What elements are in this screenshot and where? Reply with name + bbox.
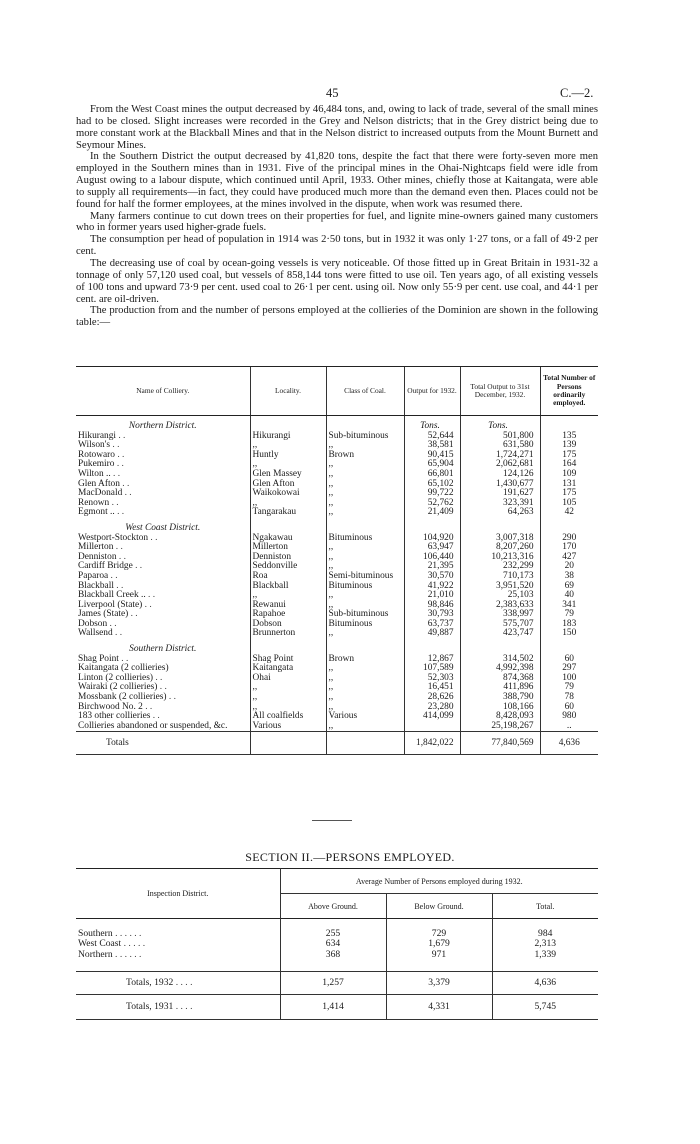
locality-cell: Various [250,722,326,732]
empty-cell [326,639,404,655]
leader-dots: . . [118,653,129,664]
locality-cell: Millerton [250,543,326,553]
colliery-name: Glen Afton [78,478,120,489]
empty-cell [326,416,404,432]
leader-dots: . . [142,599,152,610]
total-output-cell: 25,198,267 [460,722,540,732]
total-output-cell: 4,992,398 [460,664,540,674]
total-output-cell: 3,007,318 [460,534,540,544]
coal-class-cell: ,, [326,508,404,518]
table-row [76,629,598,639]
empty-cell [540,416,598,432]
empty-cell [404,518,460,534]
total-output-cell: 2,062,681 [460,460,540,470]
persons-cell: 139 [540,441,598,451]
coal-class-cell: ,, [326,693,404,703]
colliery-name: Denniston [78,551,117,562]
district-heading: West Coast District. [125,522,201,533]
locality-cell: ,, [250,703,326,713]
total-output-cell: 631,580 [460,441,540,451]
empty-cell [326,732,404,755]
coal-class-cell: ,, [326,460,404,470]
colliery-name: Egmont .. [78,507,115,518]
table-row: Southern . . . . . . 255 729 984 [76,929,598,939]
locality-cell: ,, [250,441,326,451]
table-row [76,722,598,732]
locality-cell: Roa [250,572,326,582]
persons-table [76,868,598,1020]
output-cell: 65,904 [404,460,460,470]
persons-cell: 109 [540,470,598,480]
locality-header: Locality. [250,367,326,416]
district-heading-row [76,639,598,655]
total-output-cell: 423,747 [460,629,540,639]
coal-class-cell: ,, [326,441,404,451]
leader-dots: . . [128,609,138,620]
colliery-name: Paparoa [78,570,109,581]
empty-cell [540,639,598,655]
coal-class-cell: ,, [326,601,404,611]
persons-cell: 105 [540,499,598,509]
document-reference: C.—2. [560,86,594,100]
persons-cell: 170 [540,543,598,553]
total-value: 984 [492,929,598,939]
locality-cell: Denniston [250,553,326,563]
colliery-name-cell [76,629,250,639]
output-cell: 52,303 [404,674,460,684]
coal-class-cell: ,, [326,562,404,572]
output-cell: 21,395 [404,562,460,572]
total-output-cell: 25,103 [460,591,540,601]
colliery-name: Wilton .. [78,468,111,479]
output-cell: 65,102 [404,480,460,490]
colliery-name: James (State) [78,609,129,620]
persons-cell: 980 [540,712,598,722]
persons-cell: 175 [540,489,598,499]
colliery-name: Hikurangi [78,430,117,441]
total-output-cell: 575,707 [460,620,540,630]
colliery-name: Liverpool (State) [78,599,143,610]
persons-cell: 42 [540,508,598,518]
empty-cell [460,518,540,534]
leader-dots: . . [116,551,126,562]
locality-cell: All coalfields [250,712,326,722]
colliery-name: Rotowaro [78,449,115,460]
total-output-cell: 10,213,316 [460,553,540,563]
leader-dots: . . [166,692,176,703]
persons-cell: 100 [540,674,598,684]
locality-cell: Brunnerton [250,629,326,639]
totals-label: Totals, 1931 [126,1001,174,1013]
total-output-cell: 323,391 [460,499,540,509]
district-heading: Northern District. [128,421,197,431]
empty-cell [250,518,326,534]
table-row: Northern . . . . . . 368 971 1,339 [76,950,598,960]
coal-class-header: Class of Coal. [326,367,404,416]
totals-1932-row: Totals, 1932 . . . . 1,257 3,379 4,636 [76,972,598,995]
locality-cell: Blackball [250,582,326,592]
page-number: 45 [326,86,339,100]
colliery-name: Renown [78,497,110,508]
empty-cell [540,518,598,534]
total-persons-value: 4,636 [540,732,598,755]
unit-label: Tons. [460,416,540,432]
locality-cell: Rapahoe [250,610,326,620]
output-cell: 52,644 [404,432,460,442]
total-output-cell: 64,263 [460,508,540,518]
output-cell [404,722,460,732]
coal-class-cell: Bituminous [326,534,404,544]
total-output-cell: 3,951,520 [460,582,540,592]
locality-cell: Kaitangata [250,664,326,674]
leader-dots: . . [107,618,117,629]
table-row [76,508,598,518]
persons-cell: 183 [540,620,598,630]
collieries-table-body [76,416,598,755]
leader-dots: . . [122,488,132,499]
total-header: Total. [492,894,598,919]
colliery-name: Millerton [78,542,114,553]
persons-cell: 150 [540,629,598,639]
total-value: 1,339 [492,950,598,960]
coal-class-cell: ,, [326,470,404,480]
leader-dots: . . [152,672,163,683]
leader-dots: . . [157,682,167,693]
coal-class-cell: ,, [326,591,404,601]
persons-cell: 79 [540,610,598,620]
collieries-table [76,366,598,755]
coal-class-cell: ,, [326,553,404,563]
leader-dots: . . [109,497,119,508]
coal-class-cell: ,, [326,499,404,509]
empty-cell [250,639,326,655]
output-cell: 414,099 [404,712,460,722]
above-value: 634 [280,939,386,949]
table-row: West Coast . . . . . 634 1,679 2,313 [76,939,598,949]
district-heading-row [76,416,598,432]
empty-cell [250,732,326,755]
leader-dots: . . [148,532,158,543]
output-header: Output for 1932. [404,367,460,416]
total-output-cell: 2,383,633 [460,601,540,611]
locality-cell: Glen Afton [250,480,326,490]
coal-class-cell: Sub-bituminous [326,610,404,620]
output-cell: 90,415 [404,451,460,461]
coal-class-cell: Bituminous [326,620,404,630]
leader-dots: . . [114,507,125,518]
locality-cell: Waikokowai [250,489,326,499]
coal-class-cell: ,, [326,683,404,693]
locality-cell: ,, [250,683,326,693]
colliery-name-header: Name of Colliery. [76,367,250,416]
empty-cell [250,416,326,432]
coal-class-cell: ,, [326,674,404,684]
locality-cell: Hikurangi [250,432,326,442]
paragraph: In the Southern District the output decreased by 41,820 tons, despite the fact that there were forty-seven more men employed in the Southern mines than in 1931. Five of the principal mines in the Ohai-Nightcaps field were idle from August owing to a labour dispute, which continued until April, 1933. Other mines, chiefly those at Kaitangata, were able to supply all requirements—in fact, they could have produced much more than the demand even then. Places could not be found for half the former employees, at the mines involved in the dispute, when work was resumed there. [76,151,598,210]
colliery-name: Blackball [78,580,114,591]
total-output-cell: 1,430,677 [460,480,540,490]
leader-dots: . . [114,459,124,470]
coal-class-cell: ,, [326,480,404,490]
coal-class-cell: ,, [326,543,404,553]
colliery-name-cell [76,508,250,518]
unit-label: Tons. [404,416,460,432]
total-output-cell: 338,997 [460,610,540,620]
leader-dots: . . [145,590,156,601]
output-cell: 21,010 [404,591,460,601]
output-cell: 99,722 [404,489,460,499]
persons-cell: 38 [540,572,598,582]
locality-cell: ,, [250,591,326,601]
below-value: 1,679 [386,939,492,949]
section-title: SECTION II.—PERSONS EMPLOYED. [245,850,455,864]
total-output-cell: 191,627 [460,489,540,499]
above-value: 368 [280,950,386,960]
leader-dots: . . [114,449,125,460]
leader-dots: . . [132,561,143,572]
district-header: Inspection District. [147,889,209,898]
totals-row [76,732,598,755]
total-output-cell: 1,724,271 [460,451,540,461]
persons-cell: 297 [540,664,598,674]
paragraph: The consumption per head of population in 1914 was 2·50 tons, but in 1932 it was only 1·27 tons, or a fall of 49·2 per cent. [76,234,598,258]
colliery-name-cell [76,722,250,732]
district-name: Northern [78,948,113,960]
persons-cell: 60 [540,703,598,713]
persons-cell: 175 [540,451,598,461]
district-heading-row [76,518,598,534]
total-output-cell: 108,166 [460,703,540,713]
below-value: 971 [386,950,492,960]
total-output-cell: 8,207,260 [460,543,540,553]
output-cell: 28,626 [404,693,460,703]
paragraph: From the West Coast mines the output decreased by 46,484 tons, and, owing to lack of trade, several of the small mines had to be closed. Slight increases were recorded in the Grey and Nelson districts; that in the Grey district being due to more constant work at the Blackball Mines and that in the Nelson district to increased outputs from the Mount Burnett and Seymour Mines. [76,104,598,151]
coal-class-cell: Brown [326,451,404,461]
colliery-name: Dobson [78,618,108,629]
locality-cell: ,, [250,499,326,509]
total-output-cell: 710,173 [460,572,540,582]
output-cell: 63,737 [404,620,460,630]
colliery-name: Kaitangata (2 collieries) [78,663,169,674]
colliery-name: Collieries abandoned or suspended, &c. [78,720,228,731]
leader-dots: . . [110,468,121,479]
output-cell: 66,801 [404,470,460,480]
table-header-row [76,367,598,416]
empty-cell [404,639,460,655]
below-ground-header: Below Ground. [386,894,492,919]
total-output-cell: 874,368 [460,674,540,684]
locality-cell: Dobson [250,620,326,630]
persons-cell: 341 [540,601,598,611]
district-name: West Coast [78,938,122,950]
below-value: 3,379 [386,972,492,995]
total-value: 2,313 [492,939,598,949]
locality-cell: ,, [250,693,326,703]
coal-class-cell: ,, [326,489,404,499]
above-value: 255 [280,929,386,939]
leader-dots: . . [110,440,120,451]
locality-cell: Shag Point [250,655,326,665]
paragraph: The production from and the number of persons employed at the collieries of the Dominion are shown in the following table:— [76,305,598,329]
colliery-name: Shag Point [78,653,119,664]
output-cell: 23,280 [404,703,460,713]
above-value: 1,414 [280,995,386,1020]
empty-cell [460,639,540,655]
colliery-name: 183 other collieries [78,711,151,722]
persons-cell: .. [540,722,598,732]
coal-class-cell: Bituminous [326,582,404,592]
totals-label-cell [76,732,250,755]
persons-cell: 60 [540,655,598,665]
leader-dots: . . [113,580,124,591]
total-value: 4,636 [492,972,598,995]
coal-class-cell: ,, [326,664,404,674]
colliery-name: Mossbank (2 collieries) [78,692,167,703]
output-cell: 21,409 [404,508,460,518]
coal-class-cell: Sub-bituminous [326,432,404,442]
persons-cell: 131 [540,480,598,490]
empty-cell [326,518,404,534]
leader-dots: . . [108,570,118,581]
colliery-name: MacDonald [78,488,123,499]
above-value: 1,257 [280,972,386,995]
colliery-name: Blackball Creek .. [78,590,146,601]
locality-cell: Glen Massey [250,470,326,480]
output-cell: 12,867 [404,655,460,665]
persons-cell: 79 [540,683,598,693]
leader-dots: . . [112,628,123,639]
output-cell: 106,440 [404,553,460,563]
coal-class-cell: Brown [326,655,404,665]
body-text [76,104,598,329]
colliery-name: Westport-Stockton [78,532,149,543]
persons-cell: 78 [540,693,598,703]
total-output-cell: 124,126 [460,470,540,480]
section-divider [312,820,352,821]
output-cell: 104,920 [404,534,460,544]
paragraph: Many farmers continue to cut down trees on their properties for fuel, and lignite mine-owners gained many customers who in former years used higher-grade fuels. [76,210,598,234]
total-output-header: Total Output to 31st December, 1932. [460,367,540,416]
locality-cell: ,, [250,460,326,470]
colliery-name: Wilson's [78,440,111,451]
coal-class-cell: ,, [326,703,404,713]
locality-cell: Seddonville [250,562,326,572]
average-group-header: Average Number of Persons employed during 1932. [280,869,598,894]
paragraph: The decreasing use of coal by ocean-going vessels is very noticeable. Of those fitted up in Great Britain in 1931-32 a tonnage of only 57,120 used coal, but vessels of 858,144 tons were fitted to use oil. Ten years ago, of all existing vessels of 100 tons and upward 73·9 per cent. used coal to 26·1 per cent. using oil. Now only 55·9 per cent. use coal, and 44·1 per cent. are oil-driven. [76,257,598,305]
persons-cell: 427 [540,553,598,563]
persons-cell: 69 [540,582,598,592]
output-cell: 49,887 [404,629,460,639]
colliery-name: Linton (2 collieries) [78,672,153,683]
output-cell: 30,793 [404,610,460,620]
grand-total-value: 77,840,569 [460,732,540,755]
persons-cell: 40 [540,591,598,601]
above-ground-header: Above Ground. [280,894,386,919]
below-value: 729 [386,929,492,939]
coal-class-cell: ,, [326,629,404,639]
leader-dots: . . [113,542,123,553]
locality-cell: Rewanui [250,601,326,611]
output-cell: 30,570 [404,572,460,582]
output-cell: 63,947 [404,543,460,553]
persons-header: Total Number of Persons ordinarily employed. [540,367,598,416]
coal-class-cell: ,, [326,722,404,732]
output-cell: 98,846 [404,601,460,611]
total-output-cell: 232,299 [460,562,540,572]
colliery-name: Wairaki (2 collieries) [78,682,158,693]
colliery-name: Cardiff Bridge [78,561,133,572]
total-output-cell: 501,800 [460,432,540,442]
output-cell: 52,762 [404,499,460,509]
total-output-cell: 8,428,093 [460,712,540,722]
locality-cell: Huntly [250,451,326,461]
colliery-name: Birchwood No. 2 [78,701,143,712]
total-value: 5,745 [492,995,598,1020]
totals-1931-row: Totals, 1931 . . . . 1,414 4,331 5,745 [76,995,598,1020]
leader-dots: . . [119,478,130,489]
locality-cell: Tangarakau [250,508,326,518]
total-output-cell: 411,896 [460,683,540,693]
locality-cell: Ngakawau [250,534,326,544]
total-output-cell: 388,790 [460,693,540,703]
colliery-name: Wallsend [78,628,113,639]
total-output-value: 1,842,022 [404,732,460,755]
total-output-cell: 314,502 [460,655,540,665]
locality-cell: Ohai [250,674,326,684]
district-name: Southern [78,928,113,940]
leader-dots: . . [116,430,126,441]
persons-cell: 164 [540,460,598,470]
coal-class-cell: Various [326,712,404,722]
output-cell: 107,589 [404,664,460,674]
below-value: 4,331 [386,995,492,1020]
persons-cell: 135 [540,432,598,442]
output-cell: 41,922 [404,582,460,592]
colliery-name: Pukemiro [78,459,115,470]
output-cell: 16,451 [404,683,460,693]
coal-class-cell: Semi-bituminous [326,572,404,582]
persons-cell: 290 [540,534,598,544]
page-header [0,86,700,102]
persons-cell: 20 [540,562,598,572]
output-cell: 38,581 [404,441,460,451]
district-heading: Southern District. [129,644,197,655]
totals-label: Totals, 1932 [126,977,174,989]
leader-dots: . . [150,711,160,722]
totals-label: Totals [106,737,129,748]
leader-dots: . . [142,701,153,712]
